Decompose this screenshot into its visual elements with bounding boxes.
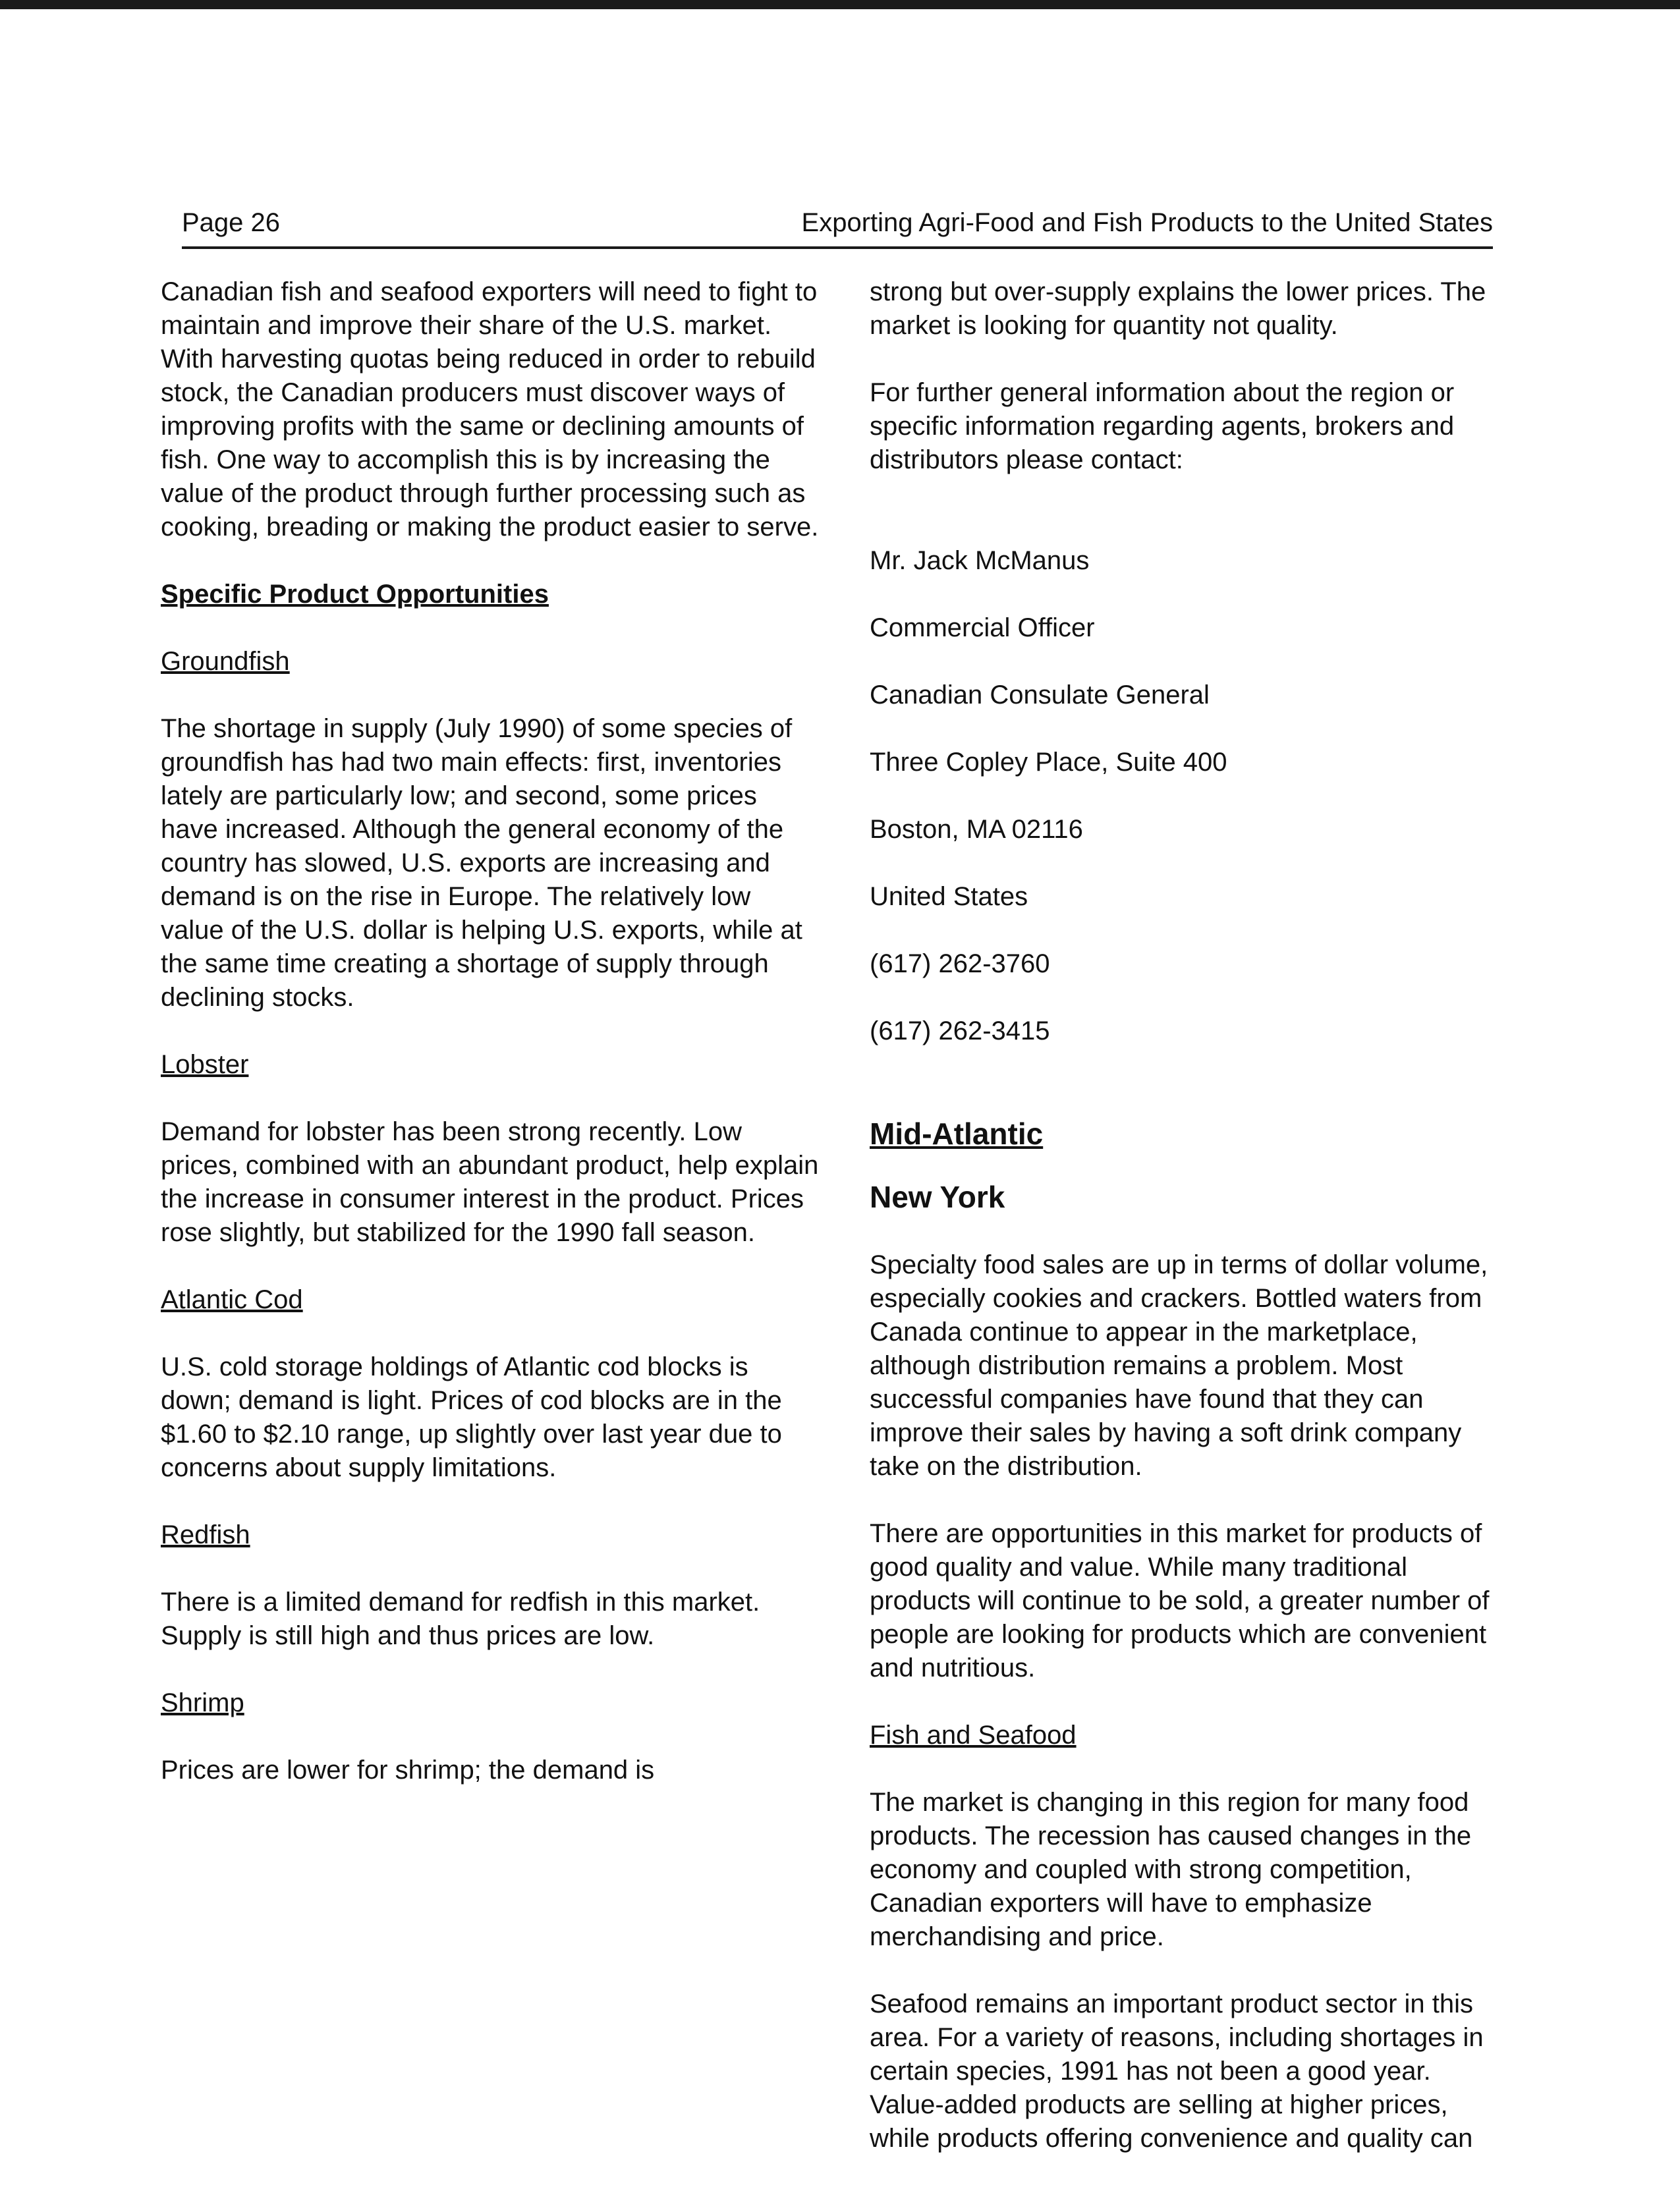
top-border-rule	[0, 0, 1680, 9]
subheading-lobster: Lobster	[161, 1050, 249, 1079]
page-number: Page 26	[182, 208, 281, 237]
document-title: Exporting Agri-Food and Fish Products to the United States	[801, 208, 1493, 237]
groundfish-paragraph: The shortage in supply (July 1990) of some species of groundfish has had two main effects: first, inventories lately are particularly low; and second, some prices have increased. Although the general economy of the country has slowed, U.S. exports are increasing and demand is on the rise in Europe. The relatively low value of the U.S. dollar is helping U.S. exports, while at the same time creating a shortage of supply through declining stocks.	[161, 714, 802, 1012]
contact-block	[870, 511, 1502, 1082]
section-heading-specific-opportunities: Specific Product Opportunities	[161, 580, 549, 609]
subheading-fish-and-seafood: Fish and Seafood	[870, 1721, 1077, 1750]
shrimp-paragraph: Prices are lower for shrimp; the demand is	[161, 1756, 655, 1785]
intro-paragraph: Canadian fish and seafood exporters will need to fight to maintain and improve their share of the U.S. market. With harvesting quotas being reduced in order to rebuild stock, the Canadian producers must discover ways of improving profits with the same or declining amounts of fish. One way to accomplish this is by increasing the value of the product through further processing such as cooking, breading or making the product easier to serve.	[161, 277, 819, 541]
contact-intro-paragraph: For further general information about the region or specific information regarding agents, brokers and distributors please contact:	[870, 378, 1455, 474]
subheading-groundfish: Groundfish	[161, 647, 290, 676]
page-header	[182, 206, 1493, 249]
specialty-food-paragraph: Specialty food sales are up in terms of dollar volume, especially cookies and crackers. Bottled waters from Canada continue to appear in the marketplace, although distribution remains a problem. Most successful companies have found that they can improve their sales by having a soft drink company take on the distribution.	[870, 1250, 1488, 1481]
shrimp-continued-paragraph: strong but over-supply explains the lower prices. The market is looking for quantity not quality.	[870, 277, 1486, 340]
contact-country: United States	[870, 882, 1028, 911]
cod-paragraph: U.S. cold storage holdings of Atlantic cod blocks is down; demand is light. Prices of cod blocks are in the $1.60 to $2.10 range, up slightly over last year due to concerns about supply limitations.	[161, 1352, 782, 1482]
subheading-atlantic-cod: Atlantic Cod	[161, 1285, 303, 1314]
redfish-paragraph: There is a limited demand for redfish in this market. Supply is still high and thus prices are low.	[161, 1588, 760, 1650]
right-column	[870, 275, 1502, 2189]
seafood-paragraph: Seafood remains an important product sector in this area. For a variety of reasons, including shortages in certain species, 1991 has not been a good year. Value-added products are selling at higher prices, while products offering convenience and quality can	[870, 1989, 1484, 2153]
contact-city: Boston, MA 02116	[870, 815, 1083, 844]
subheading-redfish: Redfish	[161, 1520, 250, 1549]
contact-fax: (617) 262-3415	[870, 1016, 1050, 1045]
market-changing-paragraph: The market is changing in this region for many food products. The recession has caused changes in the economy and coupled with strong competition, Canadian exporters will have to emphasize merchandising and price.	[870, 1788, 1472, 1951]
contact-title: Commercial Officer	[870, 613, 1095, 642]
contact-phone: (617) 262-3760	[870, 949, 1050, 978]
subheading-shrimp: Shrimp	[161, 1688, 244, 1717]
left-column	[161, 275, 820, 1821]
contact-name: Mr. Jack McManus	[870, 546, 1090, 575]
region-heading-mid-atlantic: Mid-Atlantic	[870, 1117, 1044, 1151]
lobster-paragraph: Demand for lobster has been strong recently. Low prices, combined with an abundant product, help explain the increase in consumer interest in the product. Prices rose slightly, but stabilized for the 1990 fall season.	[161, 1117, 819, 1247]
contact-street: Three Copley Place, Suite 400	[870, 748, 1227, 777]
opportunities-paragraph: There are opportunities in this market for products of good quality and value. While many traditional products will continue to be sold, a greater number of people are looking for products which are convenient and nutritious.	[870, 1519, 1490, 1682]
city-heading-new-york: New York	[870, 1180, 1005, 1214]
contact-organization: Canadian Consulate General	[870, 680, 1210, 709]
